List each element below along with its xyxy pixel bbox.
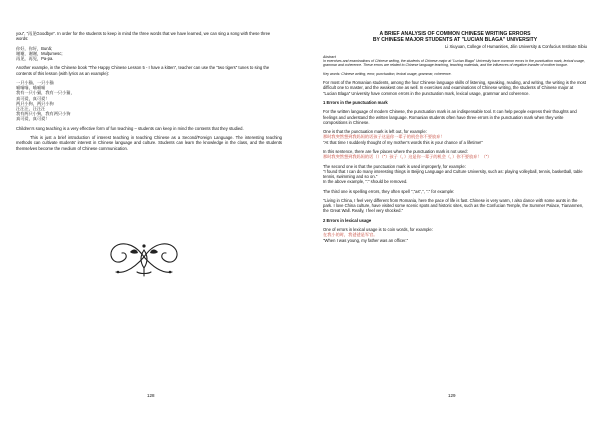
keywords: Key words: Chinese writing, error, punctuation, lexical usage, grammar, coherence. — [323, 71, 452, 76]
lyric-line: 谢谢，谢谢，Mulţumesc; — [16, 50, 63, 56]
article-title-line-1: A BRIEF ANALYSIS OF COMMON CHINESE WRITING ERRORS — [379, 31, 531, 37]
example-lead: One is that the punctuation mark is left out, for example: — [323, 129, 427, 135]
example-chinese: 那时我突然想到我妈妈的话孩子这是你一辈子的机会你不要放弃！ — [323, 134, 445, 140]
lyric-line: 汪汪汪，汪汪汪 — [16, 106, 46, 111]
example-translation: "At that time I suddenly thought of my mother's words this is your chance of a lifetime!" — [323, 139, 483, 145]
example-chinese: 在我小的时，我爸爸是军官。 — [323, 232, 378, 238]
author-affiliation: Li Xiuyuan, College of Humanities, Jilin University & Confucius Institute Sibiu — [445, 44, 587, 50]
article-title-line-2: BY CHINESE MAJOR STUDENTS AT "LUCIAN BLAGA" UNIVERSITY — [372, 37, 538, 44]
kitten-example-paragraph: Another example, in the Chinese book "The Happy Chinese Lesson 5 - I have a kitten", teacher can use the "two tigers" tunes to sing the contents of this lesson (with lyrics as an example): — [16, 65, 270, 76]
lyric-line: 你好，你好，Bună; — [16, 45, 53, 51]
right-page — [300, 0, 600, 424]
lyric-line: 真可爱，真可爱！ — [16, 116, 50, 122]
right-page-text — [323, 31, 587, 243]
example-chinese: 那时我突然想到我妈妈的话（）（"）孩子（，）这是你一辈子的机会（，）你不要放弃！（"） — [323, 154, 492, 160]
introduction-paragraph: For most of the Romanian students, among the four Chinese language skills of listening, speaking, reading, and writing, the writing is the most difficult one to master, and the weakest one as well. In exercises and examinations of Chinese writing, the students of Chinese major at "Lucian Blaga" University have common errors in the punctuation mark, lexical usage, grammar and coherence. — [323, 80, 587, 96]
section-heading-punctuation: 1 Errors in the punctuation mark — [323, 99, 388, 105]
lyric-line: 两只小狗，两只小狗 — [16, 100, 54, 106]
lyric-line: 一只小猫，一只小猫 — [16, 79, 54, 85]
section-heading-lexical: 2 Errors in lexical usage — [323, 217, 372, 223]
song-kitten-lyrics — [16, 80, 282, 122]
example-coined-words — [323, 227, 587, 243]
example-omitted-punctuation — [323, 129, 587, 145]
example-corrected-punctuation — [323, 149, 587, 159]
song-teaching-paragraph: Children's song teaching is a very effective form of fun teaching – students can keep in mind the contents that they studied. — [16, 125, 244, 131]
abstract-label: Abstract — [323, 54, 336, 59]
spelling-errors-lead: The third one is spelling errors, they often spell ","as",", "." for example: — [323, 188, 455, 194]
lyric-line: 我有两只小狗，我有两只小狗 — [16, 111, 71, 117]
lyric-line: 真可爱，真可爱！ — [16, 95, 50, 101]
example-improper-punctuation — [323, 164, 587, 185]
lyric-line: 再见，再见，Pa-pa. — [16, 56, 54, 61]
floral-ornament-icon — [104, 232, 184, 282]
song-hello-lyrics — [16, 46, 282, 62]
example-lead: One of errors in lexical usage is to coin words, for example: — [323, 227, 433, 233]
conclusion-paragraph: This is just a brief introduction of interest teaching in teaching Chinese as a Second/Foreign Language. The interesting teaching methods can cultivate students' interest in Chinese language and culture. Students can learn the knowledge in the class, and the students themselves become the medium of Chinese communication. — [16, 135, 282, 151]
page-number-left: 128 — [147, 393, 155, 398]
example-lead: In this sentence, there are five places where the punctuation mark is not used: — [323, 148, 468, 154]
example-line: In the above example, ":" should be removed. — [323, 179, 408, 185]
abstract-text: In exercises and examinations of Chinese writing, the students of Chinese major at "Lucian Blaga" University have common errors in the punctuation mark, lexical usage, grammar and coherence. These errors are related to Chinese language teaching, teaching materials, and the influences of negative transfer of mother tongue. — [323, 58, 585, 68]
intro-paragraph: you", "再见Goodbye". In order for the students to keep in mind the three words that we have learned, we can sing a song with these three words: — [16, 31, 271, 42]
example-line: The second one is that the punctuation mark is used improperly, for example: — [323, 163, 466, 169]
example-translation: "When I was young, my father was an officer." — [323, 237, 409, 243]
page-number-right: 129 — [448, 393, 456, 398]
spelling-errors-example: "Living in China, I feel very different from Romania, here the pace of life is fast. Chinese is very warm, I also dance with some aunts in the park. I love China culture, have visited some scenic spots and historic sites, such as the Confucian Temple, the Summer Palace, Tiananmen, the Great Wall. Really, I feel very shocked." — [323, 197, 584, 214]
lyric-line: 我有一只小猫，我有一只小猫， — [16, 90, 75, 96]
punctuation-paragraph: For the written language of modern Chinese, the punctuation mark is an indispensable tool. It can help people express their thoughts and feelings and understand the written language. Romanian students often have three errors in the punctuation mark when they write compositions in Chinese. — [323, 109, 577, 125]
left-page-text — [16, 31, 282, 151]
lyric-line: 喵喵喵，喵喵喵 — [16, 85, 46, 91]
example-line: "I found that I can do many interesting things in Beijing Language and Culture University, such as: playing volleyball, tennis, basketball, table tennis, swimming and so on." — [323, 168, 583, 179]
